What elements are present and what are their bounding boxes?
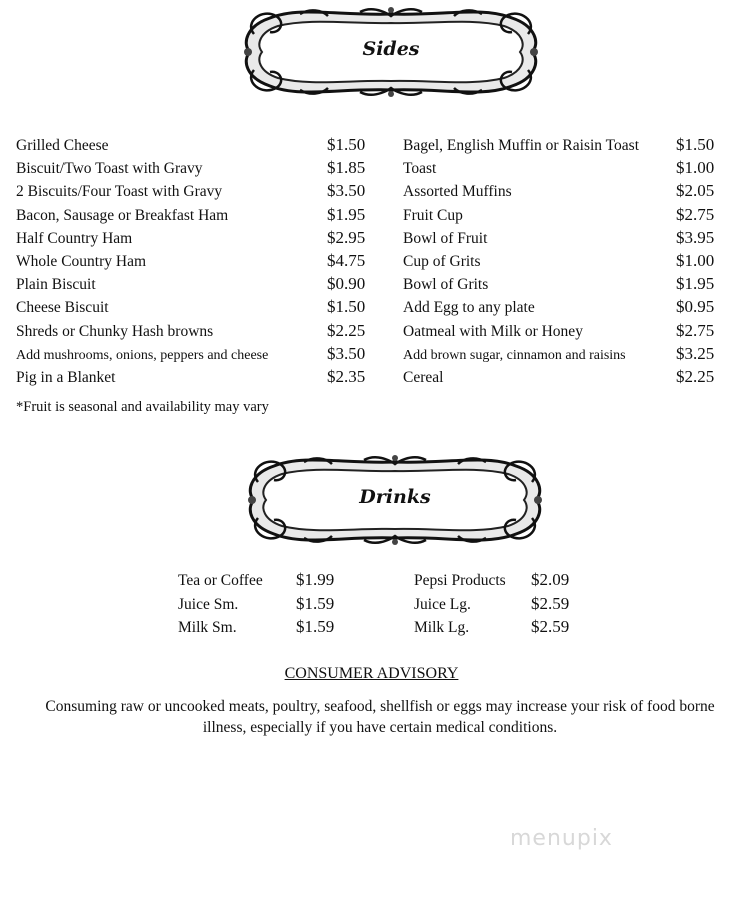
menu-item-price: $2.95 [327,227,366,247]
menu-item-name: Bowl of Fruit [403,229,488,247]
menu-item-name: Cheese Biscuit [16,299,109,317]
drink-item-price: $1.99 [296,570,335,589]
menu-item-name: Bowl of Grits [403,276,489,294]
menu-item-price: $3.25 [676,343,715,363]
menu-item-name: Fruit Cup [403,206,463,224]
drink-item [178,617,335,637]
menu-item-price: $1.50 [327,135,366,154]
menu-item-price: $1.00 [676,158,715,178]
menu-item-price: $1.95 [676,274,715,294]
menu-item-name: Add Egg to any plate [403,299,535,317]
drink-item [178,593,335,614]
menu-item-name: Biscuit/Two Toast with Gravy [16,160,203,178]
drink-item-name: Pepsi Products [414,572,506,589]
menu-item-price: $2.35 [327,367,366,386]
drinks-ornate-frame [242,452,548,548]
menu-item-price: $3.50 [327,343,366,363]
menu-item-price: $4.75 [327,251,366,270]
menu-item-name: Plain Biscuit [16,276,96,294]
menu-item-price: $1.95 [327,204,366,224]
menu-item-price: $3.95 [676,227,715,247]
menu-item-name: Grilled Cheese [16,137,109,154]
drink-item [414,593,570,614]
menu-item-name: Bacon, Sausage or Breakfast Ham [16,206,229,224]
drink-item [178,570,335,590]
menu-item-price: $1.50 [676,135,715,154]
menu-item-price: $2.25 [676,367,715,386]
drink-item-name: Tea or Coffee [178,572,263,589]
menu-item-price: $0.90 [327,274,366,294]
menu-item-price: $3.50 [327,181,366,201]
menu-item-name: Add mushrooms, onions, peppers and cheese [16,347,269,363]
drink-item-price: $2.59 [531,617,570,636]
menu-item-name: Add brown sugar, cinnamon and raisins [403,347,626,363]
drink-item [414,570,570,590]
drink-item-name: Milk Lg. [414,619,470,636]
consumer-advisory-title: CONSUMER ADVISORY [284,665,459,682]
menu-item-name: Assorted Muffins [403,183,512,201]
menu-item-name: Shreds or Chunky Hash browns [16,322,214,340]
menu-item-price: $1.85 [327,158,366,178]
menu-item-price: $2.75 [676,320,715,340]
drink-item-price: $2.09 [531,570,570,589]
sides-ornate-frame [240,4,542,100]
drink-item-price: $1.59 [296,593,335,613]
menu-item-name: Oatmeal with Milk or Honey [403,322,583,340]
menu-item-price: $2.25 [327,320,366,340]
menupix-watermark: menupix [510,826,613,851]
drink-item-name: Milk Sm. [178,619,237,636]
drink-item-price: $2.59 [531,593,570,613]
menu-item-name: Toast [403,160,437,178]
menu-item-price: $2.05 [676,181,715,201]
menu-item-name: Bagel, English Muffin or Raisin Toast [403,137,639,154]
menu-item-price: $1.00 [676,251,715,270]
menu-item-name: Half Country Ham [16,229,133,247]
drink-item-name: Juice Sm. [178,595,239,613]
consumer-advisory-text: Consuming raw or uncooked meats, poultry, seafood, shellfish or eggs may increase your risk of food borne illness, especially if you have certain medical conditions. [45,698,715,736]
menu-item-name: Pig in a Blanket [16,369,116,386]
menu-item-price: $1.50 [327,297,366,317]
drinks-heading: Drinks [359,486,431,508]
fruit-note: *Fruit is seasonal and availability may vary [16,399,269,415]
drink-item [414,617,570,637]
menu-item-price: $0.95 [676,297,715,317]
menu-item-name: Cereal [403,369,444,386]
menu-item-name: 2 Biscuits/Four Toast with Gravy [16,183,223,201]
menu-item-name: Whole Country Ham [16,253,147,270]
drink-item-name: Juice Lg. [414,595,471,613]
sides-heading: Sides [362,38,420,60]
drink-item-price: $1.59 [296,617,335,636]
menu-item-name: Cup of Grits [403,253,481,270]
menu-item-price: $2.75 [676,204,715,224]
